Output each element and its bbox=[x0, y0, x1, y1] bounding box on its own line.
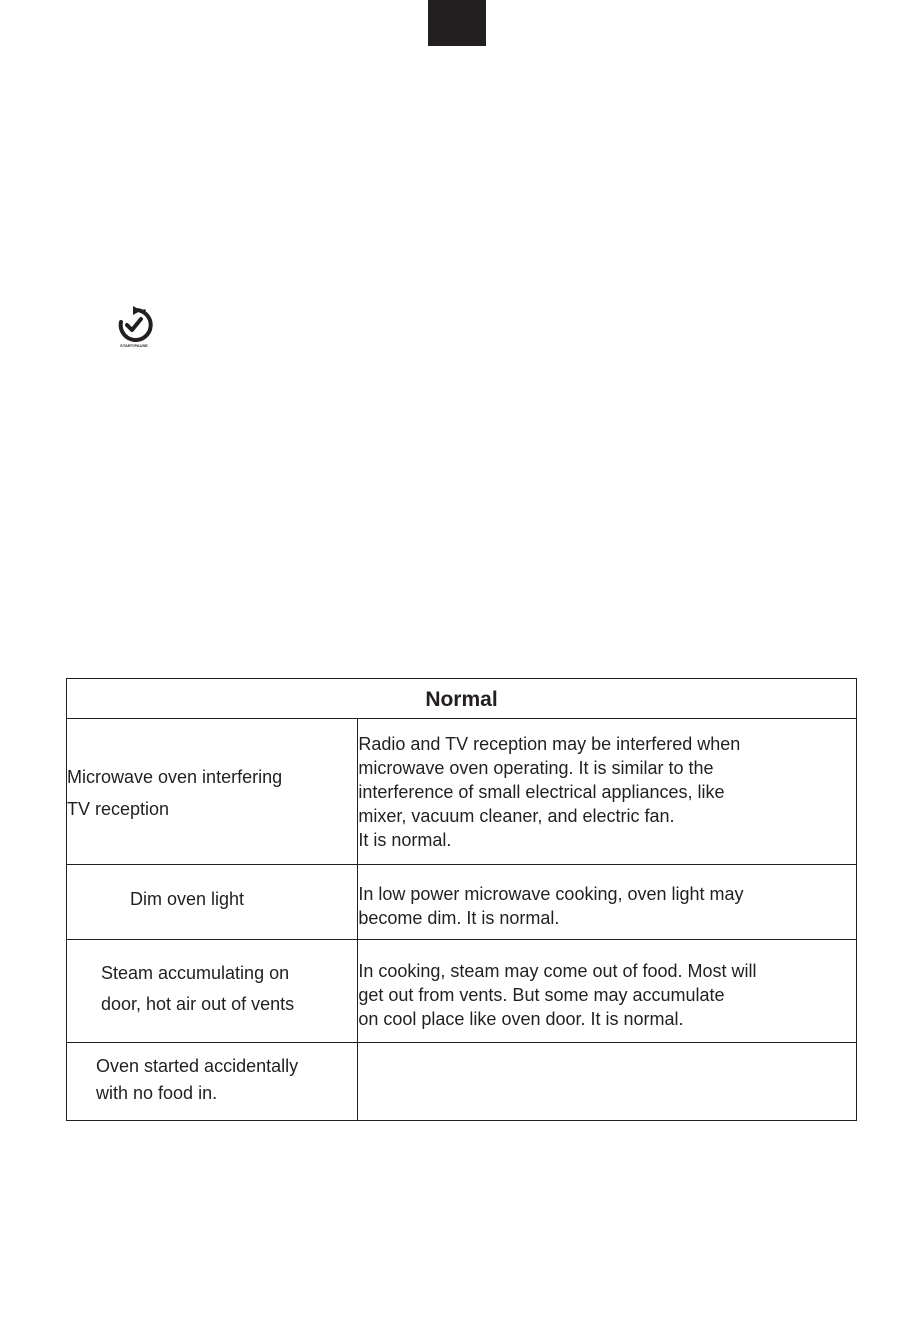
page-tab-marker bbox=[428, 0, 486, 46]
problem-cell: Steam accumulating on door, hot air out of vents bbox=[67, 940, 358, 1043]
problem-cell: Dim oven light bbox=[67, 865, 358, 940]
table-row bbox=[67, 1043, 857, 1121]
table-header-row bbox=[67, 679, 857, 719]
cause-cell: In cooking, steam may come out of food. Most will get out from vents. But some may accumulate on cool place like oven door. It is normal. bbox=[358, 940, 857, 1043]
table-row bbox=[67, 719, 857, 865]
table-header-normal: Normal bbox=[67, 679, 857, 719]
problem-cell: Oven started accidentally with no food in. bbox=[67, 1043, 358, 1121]
troubleshooting-table bbox=[66, 678, 857, 1121]
start-pause-button-illustration bbox=[112, 306, 156, 352]
table-row bbox=[67, 865, 857, 940]
start-pause-icon bbox=[114, 306, 154, 342]
cause-cell bbox=[358, 1043, 857, 1121]
cause-cell: Radio and TV reception may be interfered when microwave oven operating. It is similar to the interference of small electrical appliances, like mixer, vacuum cleaner, and electric fan. It is normal. bbox=[358, 719, 857, 865]
problem-cell: Microwave oven interfering TV reception bbox=[67, 719, 358, 865]
cause-cell: In low power microwave cooking, oven light may become dim. It is normal. bbox=[358, 865, 857, 940]
table-row bbox=[67, 940, 857, 1043]
start-pause-caption: START/PAUSE bbox=[120, 343, 148, 348]
